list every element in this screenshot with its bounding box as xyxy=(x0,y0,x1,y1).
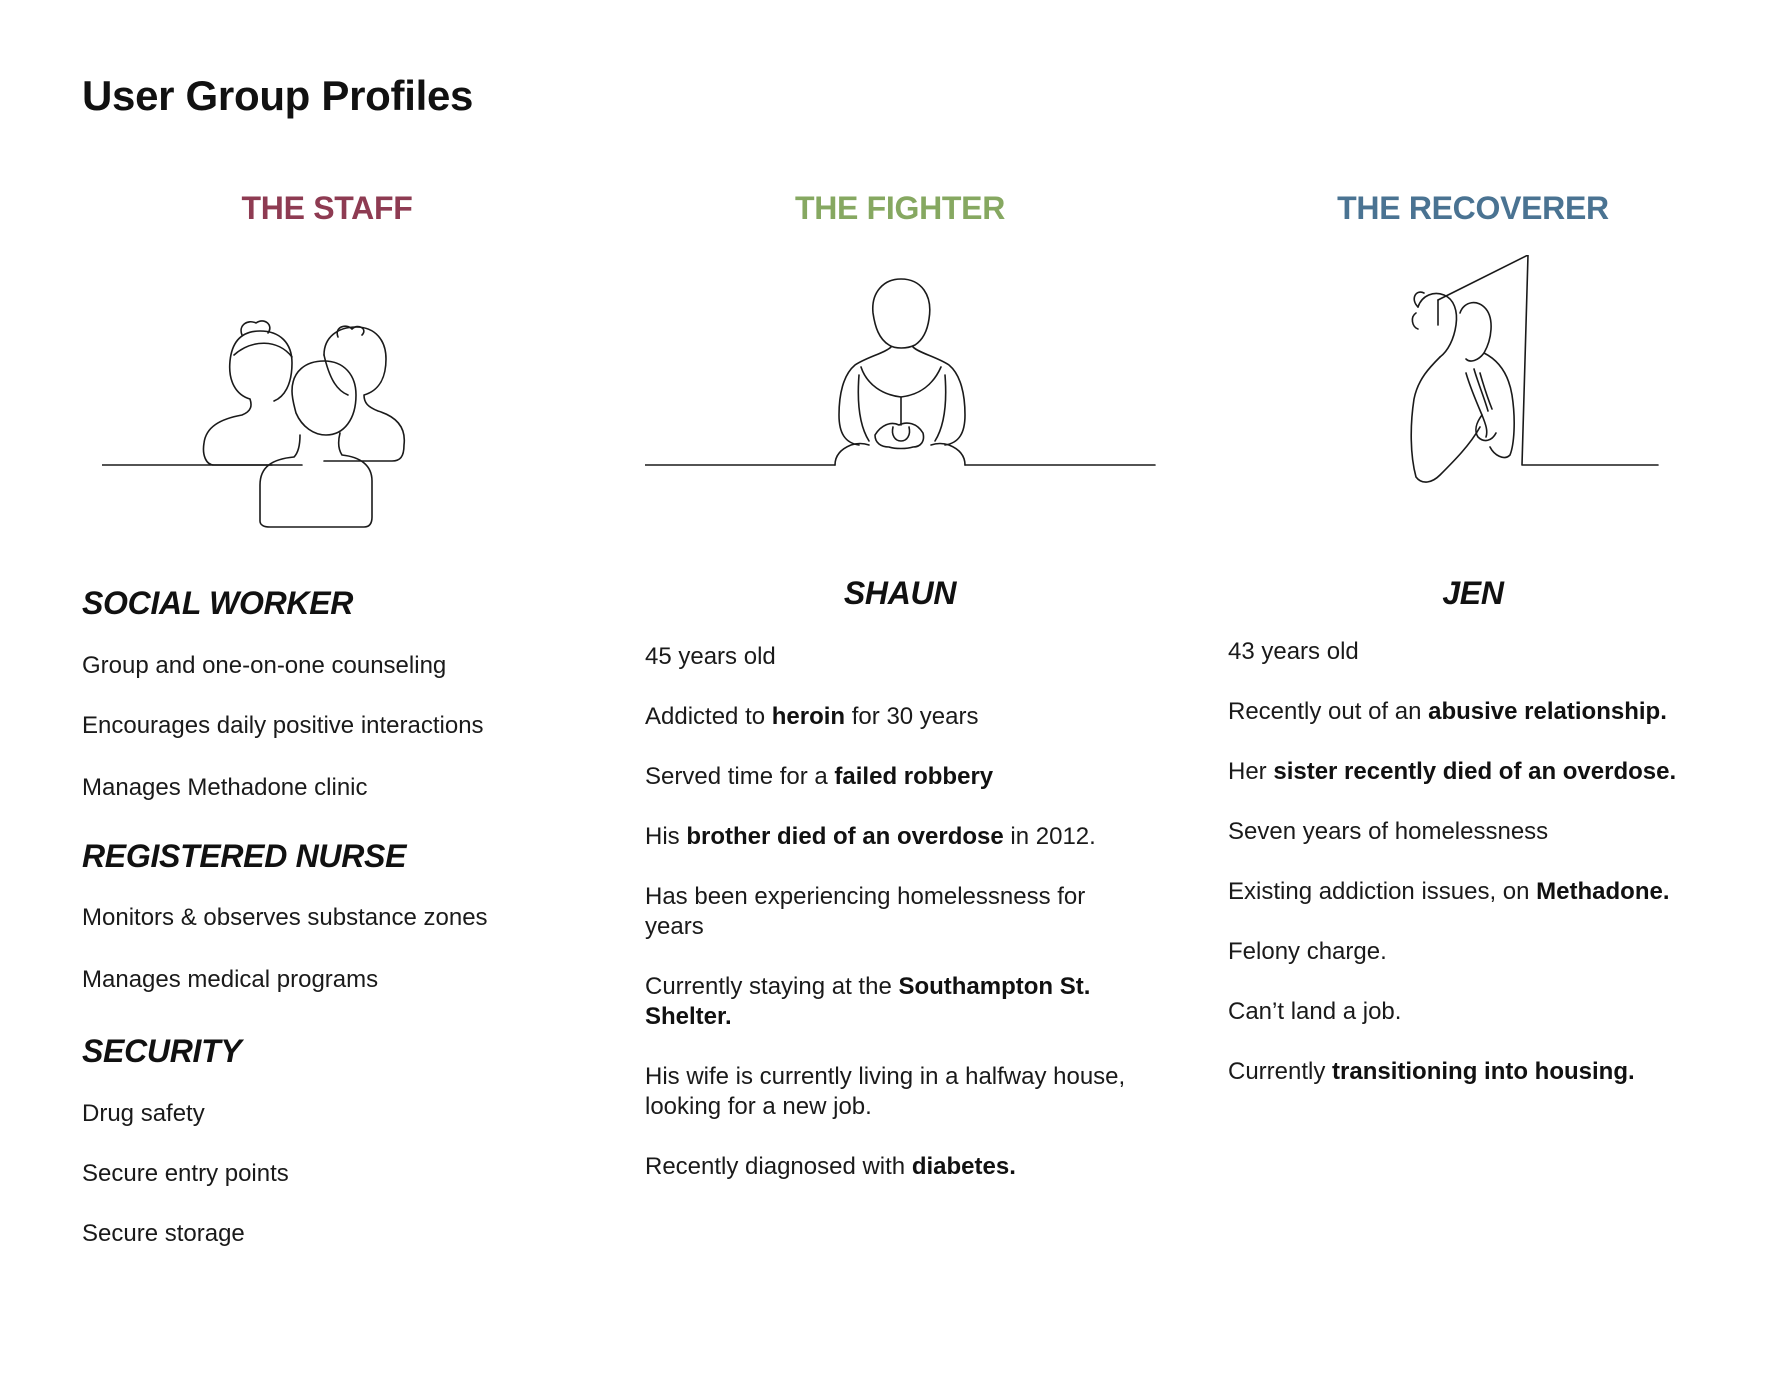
fighter-column xyxy=(645,0,1185,1380)
recoverer-column xyxy=(1228,0,1748,1380)
fighter-facts xyxy=(645,0,1185,1380)
emphasis-text: diabetes. xyxy=(911,1153,1016,1180)
emphasis-text: heroin xyxy=(771,703,846,730)
role-title-registered-nurse: REGISTERED NURSE xyxy=(82,838,407,874)
role-title-security: SECURITY xyxy=(82,1033,242,1069)
fact-item: Addicted to heroin for 30 years xyxy=(645,703,979,730)
role-item: Encourages daily positive interactions xyxy=(82,712,484,739)
fact-item: 45 years old xyxy=(645,643,776,670)
emphasis-text: Methadone. xyxy=(1536,878,1670,905)
fact-item: Seven years of homelessness xyxy=(1228,818,1549,845)
role-item: Manages Methadone clinic xyxy=(82,774,368,801)
fact-item: Her sister recently died of an overdose. xyxy=(1228,758,1677,785)
role-item: Manages medical programs xyxy=(82,966,379,993)
fact-item: 43 years old xyxy=(1228,638,1359,665)
fact-item: Existing addiction issues, on Methadone. xyxy=(1228,878,1670,905)
emphasis-text: abusive relationship. xyxy=(1428,698,1667,725)
three-people-line-drawing-icon xyxy=(102,295,442,530)
recoverer-facts xyxy=(1228,0,1748,1380)
fact-item: Recently out of an abusive relationship. xyxy=(1228,698,1667,725)
emphasis-text: sister recently died of an overdose. xyxy=(1273,758,1677,785)
staff-column xyxy=(82,0,602,1380)
emphasis-text: brother died of an overdose xyxy=(686,823,1004,850)
staff-heading: THE STAFF xyxy=(241,190,413,226)
person-name-shaun: SHAUN xyxy=(843,575,957,611)
person-name-jen: JEN xyxy=(1442,575,1504,611)
recoverer-heading: THE RECOVERER xyxy=(1337,190,1609,226)
page-title: User Group Profiles xyxy=(82,72,474,119)
fact-item: Currently staying at the Southampton St. Shelter. xyxy=(645,973,1091,1030)
emphasis-text: Southampton St. Shelter. xyxy=(645,973,1091,1030)
fact-item: His wife is currently living in a halfway house, looking for a new job. xyxy=(645,1063,1126,1120)
role-item: Secure entry points xyxy=(82,1160,289,1187)
fact-item: Felony charge. xyxy=(1228,938,1387,965)
fact-item: Currently transitioning into housing. xyxy=(1228,1058,1635,1085)
emphasis-text: transitioning into housing. xyxy=(1332,1058,1635,1085)
role-item: Monitors & observes substance zones xyxy=(82,904,488,931)
fact-item: Can’t land a job. xyxy=(1228,998,1402,1025)
fact-item: Served time for a failed robbery xyxy=(645,763,994,790)
role-title-social-worker: SOCIAL WORKER xyxy=(82,585,354,621)
fact-item: Has been experiencing homelessness for years xyxy=(645,883,1086,940)
role-item: Drug safety xyxy=(82,1100,205,1127)
role-item: Group and one-on-one counseling xyxy=(82,652,447,679)
fact-item: Recently diagnosed with diabetes. xyxy=(645,1153,1016,1180)
role-item: Secure storage xyxy=(82,1220,245,1247)
fact-item: His brother died of an overdose in 2012. xyxy=(645,823,1096,850)
fighter-heading: THE FIGHTER xyxy=(794,190,1006,226)
emphasis-text: failed robbery xyxy=(834,763,994,790)
